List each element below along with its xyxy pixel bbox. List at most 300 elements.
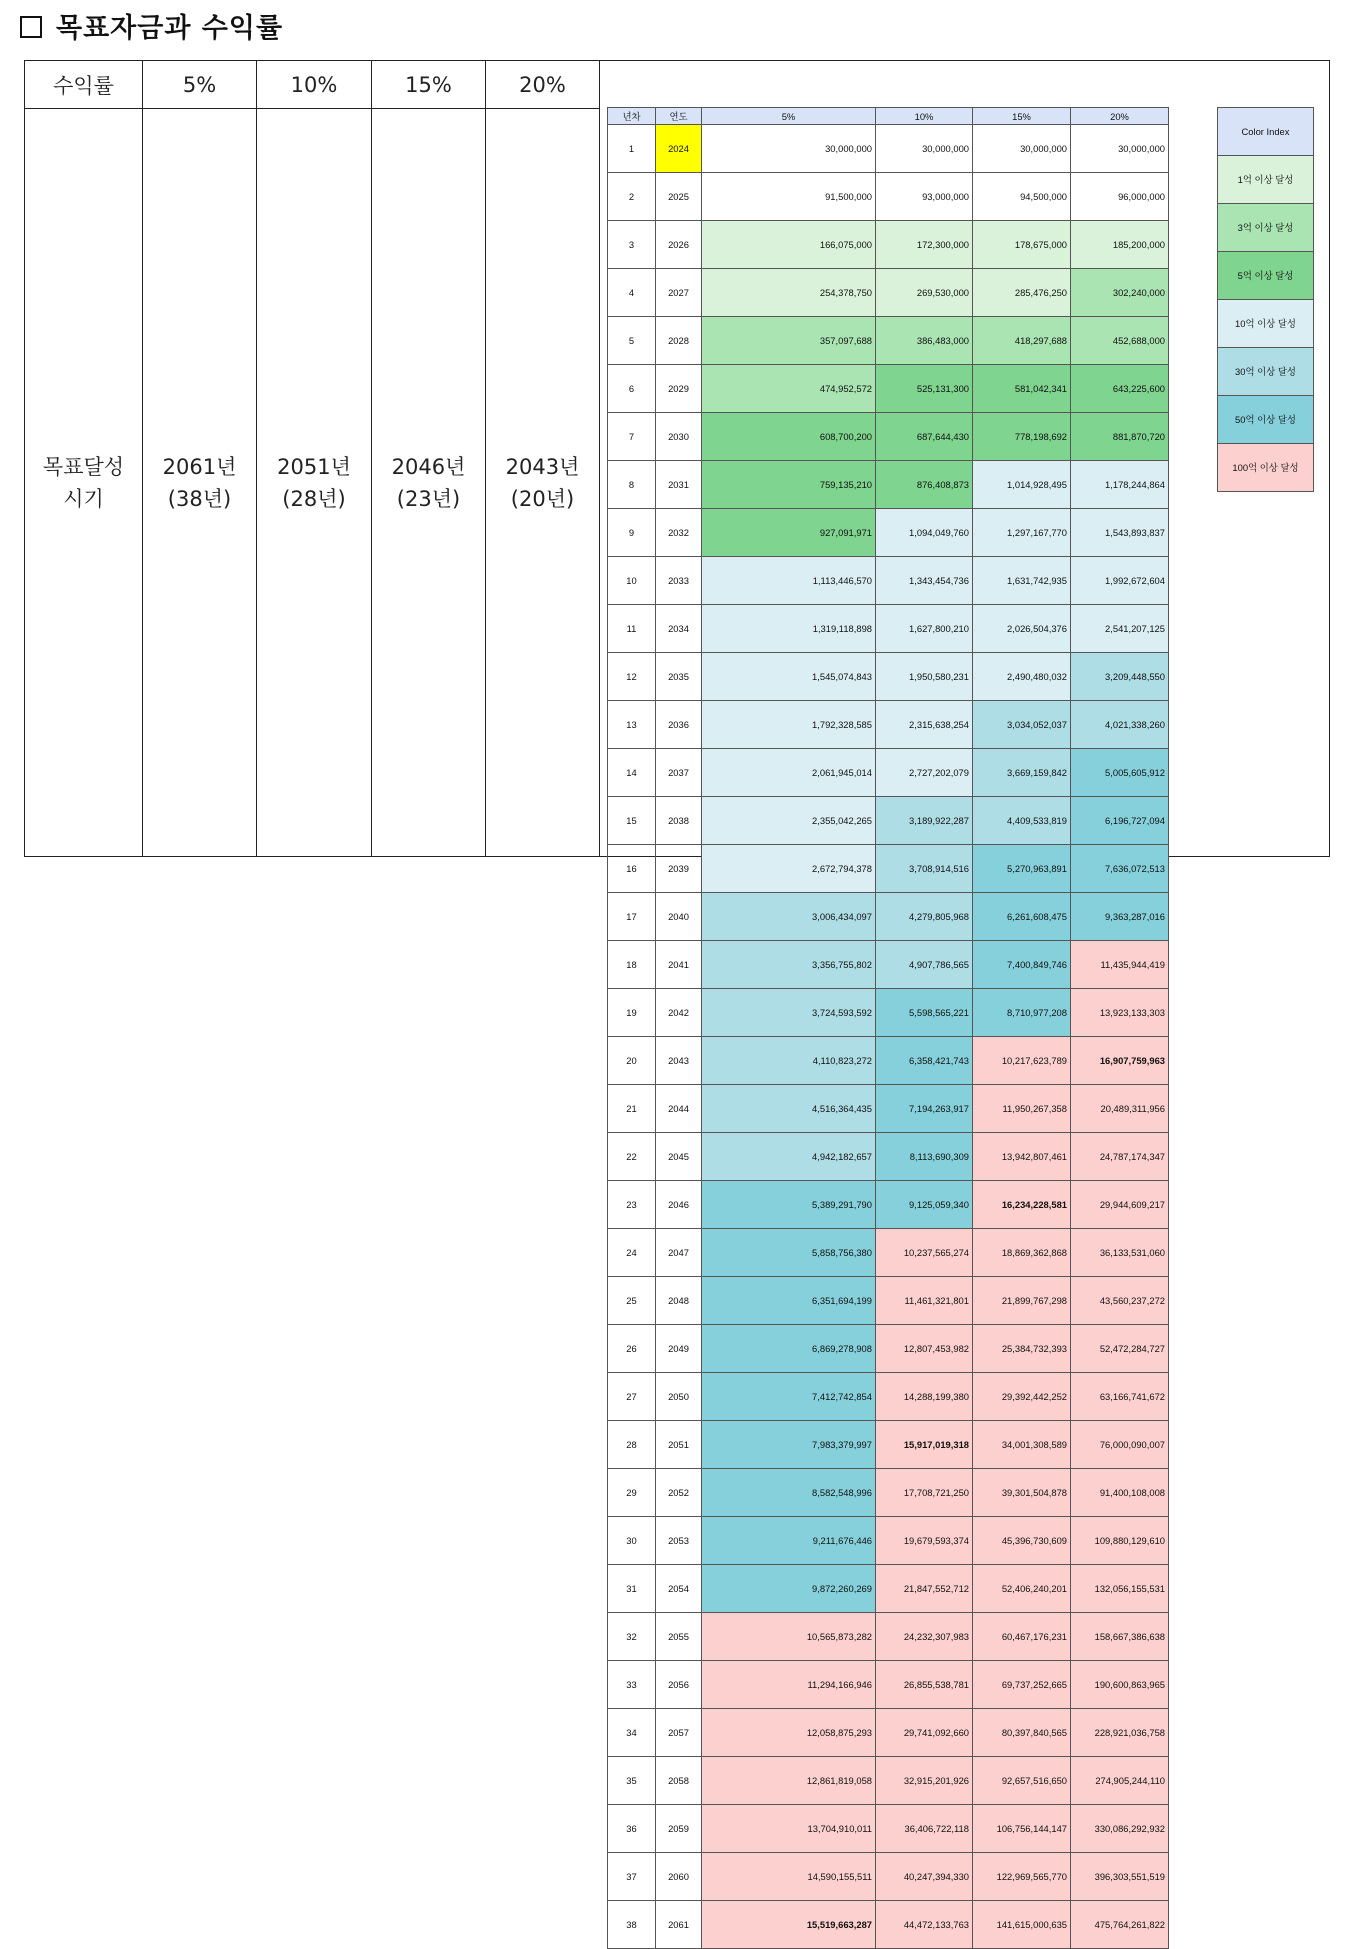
balance-cell: 759,135,210 xyxy=(702,461,876,509)
legend-row xyxy=(1218,156,1314,204)
year-cell: 2039 xyxy=(656,845,702,893)
year-index-cell: 34 xyxy=(608,1709,656,1757)
goal-result-cell xyxy=(143,109,257,857)
table-row xyxy=(608,509,1169,557)
balance-cell: 26,855,538,781 xyxy=(876,1661,973,1709)
balance-cell: 2,541,207,125 xyxy=(1071,605,1169,653)
year-index-cell: 32 xyxy=(608,1613,656,1661)
header-cell: 10% xyxy=(876,108,973,125)
balance-cell: 91,400,108,008 xyxy=(1071,1469,1169,1517)
goal-label-cell xyxy=(25,109,143,857)
balance-cell: 778,198,692 xyxy=(973,413,1071,461)
balance-cell: 14,590,155,511 xyxy=(702,1853,876,1901)
year-index-cell: 11 xyxy=(608,605,656,653)
balance-cell: 3,209,448,550 xyxy=(1071,653,1169,701)
table-row xyxy=(608,605,1169,653)
balance-cell: 158,667,386,638 xyxy=(1071,1613,1169,1661)
table-row xyxy=(608,1085,1169,1133)
table-row xyxy=(608,1229,1169,1277)
balance-cell: 80,397,840,565 xyxy=(973,1709,1071,1757)
year-index-cell: 2 xyxy=(608,173,656,221)
year-cell: 2056 xyxy=(656,1661,702,1709)
table-row xyxy=(608,1469,1169,1517)
balance-cell: 16,234,228,581 xyxy=(973,1181,1071,1229)
year-cell: 2027 xyxy=(656,269,702,317)
balance-cell: 9,211,676,446 xyxy=(702,1517,876,1565)
year-index-cell: 19 xyxy=(608,989,656,1037)
balance-cell: 178,675,000 xyxy=(973,221,1071,269)
goal-label-line1: 목표달성 xyxy=(42,454,125,479)
year-cell: 2045 xyxy=(656,1133,702,1181)
year-cell: 2059 xyxy=(656,1805,702,1853)
table-row xyxy=(608,221,1169,269)
balance-cell: 5,389,291,790 xyxy=(702,1181,876,1229)
balance-cell: 1,627,800,210 xyxy=(876,605,973,653)
balance-cell: 4,279,805,968 xyxy=(876,893,973,941)
legend-row xyxy=(1218,396,1314,444)
goal-result-cell xyxy=(257,109,372,857)
balance-cell: 1,792,328,585 xyxy=(702,701,876,749)
year-cell: 2044 xyxy=(656,1085,702,1133)
balance-cell: 29,392,442,252 xyxy=(973,1373,1071,1421)
table-row xyxy=(608,845,1169,893)
year-cell: 2047 xyxy=(656,1229,702,1277)
balance-cell: 876,408,873 xyxy=(876,461,973,509)
year-index-cell: 30 xyxy=(608,1517,656,1565)
balance-cell: 11,461,321,801 xyxy=(876,1277,973,1325)
balance-cell: 7,400,849,746 xyxy=(973,941,1071,989)
rate-cell: 15% xyxy=(372,61,486,109)
year-index-cell: 26 xyxy=(608,1325,656,1373)
balance-cell: 1,094,049,760 xyxy=(876,509,973,557)
balance-cell: 44,472,133,763 xyxy=(876,1901,973,1949)
balance-cell: 1,319,118,898 xyxy=(702,605,876,653)
legend-row xyxy=(1218,204,1314,252)
balance-cell: 12,807,453,982 xyxy=(876,1325,973,1373)
balance-cell: 21,847,552,712 xyxy=(876,1565,973,1613)
balance-cell: 93,000,000 xyxy=(876,173,973,221)
legend-row xyxy=(1218,348,1314,396)
balance-cell: 91,500,000 xyxy=(702,173,876,221)
year-cell: 2060 xyxy=(656,1853,702,1901)
goal-year: 2051년 xyxy=(277,454,351,479)
goal-span: (28년) xyxy=(282,486,346,511)
year-index-cell: 3 xyxy=(608,221,656,269)
table-row xyxy=(608,1037,1169,1085)
table-row xyxy=(608,1853,1169,1901)
balance-cell: 12,058,875,293 xyxy=(702,1709,876,1757)
balance-cell: 13,942,807,461 xyxy=(973,1133,1071,1181)
balance-cell: 228,921,036,758 xyxy=(1071,1709,1169,1757)
balance-cell: 25,384,732,393 xyxy=(973,1325,1071,1373)
balance-cell: 9,363,287,016 xyxy=(1071,893,1169,941)
year-cell: 2057 xyxy=(656,1709,702,1757)
table-row xyxy=(608,125,1169,173)
balance-cell: 285,476,250 xyxy=(973,269,1071,317)
balance-cell: 1,631,742,935 xyxy=(973,557,1071,605)
header-cell: 15% xyxy=(973,108,1071,125)
year-index-cell: 1 xyxy=(608,125,656,173)
table-row xyxy=(608,269,1169,317)
table-row xyxy=(608,365,1169,413)
year-index-cell: 31 xyxy=(608,1565,656,1613)
year-cell: 2029 xyxy=(656,365,702,413)
balance-cell: 1,113,446,570 xyxy=(702,557,876,605)
balance-cell: 32,915,201,926 xyxy=(876,1757,973,1805)
table-row xyxy=(608,1421,1169,1469)
year-index-cell: 37 xyxy=(608,1853,656,1901)
balance-cell: 9,872,260,269 xyxy=(702,1565,876,1613)
yearly-table-header-row xyxy=(608,108,1169,125)
legend-item: 5억 이상 달성 xyxy=(1218,252,1314,300)
goal-span: (20년) xyxy=(510,486,575,511)
balance-cell: 525,131,300 xyxy=(876,365,973,413)
goal-year: 2061년 xyxy=(162,454,237,479)
balance-cell: 43,560,237,272 xyxy=(1071,1277,1169,1325)
balance-cell: 1,297,167,770 xyxy=(973,509,1071,557)
rate-cell: 20% xyxy=(486,61,600,109)
table-row xyxy=(608,173,1169,221)
balance-cell: 34,001,308,589 xyxy=(973,1421,1071,1469)
balance-cell: 3,669,159,842 xyxy=(973,749,1071,797)
year-index-cell: 17 xyxy=(608,893,656,941)
balance-cell: 185,200,000 xyxy=(1071,221,1169,269)
year-cell: 2025 xyxy=(656,173,702,221)
year-cell: 2026 xyxy=(656,221,702,269)
legend-item: 50억 이상 달성 xyxy=(1218,396,1314,444)
table-row xyxy=(608,1277,1169,1325)
goal-span: (23년) xyxy=(396,486,461,511)
balance-cell: 687,644,430 xyxy=(876,413,973,461)
year-cell: 2030 xyxy=(656,413,702,461)
balance-cell: 36,406,722,118 xyxy=(876,1805,973,1853)
balance-cell: 40,247,394,330 xyxy=(876,1853,973,1901)
year-index-cell: 14 xyxy=(608,749,656,797)
balance-cell: 12,861,819,058 xyxy=(702,1757,876,1805)
table-row xyxy=(608,1517,1169,1565)
year-cell: 2043 xyxy=(656,1037,702,1085)
balance-cell: 357,097,688 xyxy=(702,317,876,365)
year-index-cell: 10 xyxy=(608,557,656,605)
balance-cell: 5,858,756,380 xyxy=(702,1229,876,1277)
year-index-cell: 29 xyxy=(608,1469,656,1517)
balance-cell: 13,704,910,011 xyxy=(702,1805,876,1853)
legend-item: 30억 이상 달성 xyxy=(1218,348,1314,396)
balance-cell: 7,983,379,997 xyxy=(702,1421,876,1469)
table-row xyxy=(608,557,1169,605)
table-row xyxy=(608,1901,1169,1949)
year-cell: 2024 xyxy=(656,125,702,173)
year-cell: 2037 xyxy=(656,749,702,797)
balance-cell: 5,005,605,912 xyxy=(1071,749,1169,797)
header-cell: 년차 xyxy=(608,108,656,125)
legend-row xyxy=(1218,300,1314,348)
balance-cell: 7,636,072,513 xyxy=(1071,845,1169,893)
year-cell: 2041 xyxy=(656,941,702,989)
row-header-cell: 수익률 xyxy=(25,61,143,109)
legend-item: 10억 이상 달성 xyxy=(1218,300,1314,348)
balance-cell: 2,315,638,254 xyxy=(876,701,973,749)
table-row xyxy=(608,1181,1169,1229)
year-cell: 2033 xyxy=(656,557,702,605)
year-cell: 2028 xyxy=(656,317,702,365)
balance-cell: 8,113,690,309 xyxy=(876,1133,973,1181)
balance-cell: 302,240,000 xyxy=(1071,269,1169,317)
year-cell: 2036 xyxy=(656,701,702,749)
year-index-cell: 6 xyxy=(608,365,656,413)
title-text: 목표자금과 수익률 xyxy=(56,13,284,44)
goal-year: 2043년 xyxy=(505,454,580,479)
table-row xyxy=(608,1133,1169,1181)
legend-item: 3억 이상 달성 xyxy=(1218,204,1314,252)
year-cell: 2031 xyxy=(656,461,702,509)
balance-cell: 8,582,548,996 xyxy=(702,1469,876,1517)
year-index-cell: 35 xyxy=(608,1757,656,1805)
balance-cell: 4,409,533,819 xyxy=(973,797,1071,845)
year-index-cell: 7 xyxy=(608,413,656,461)
balance-cell: 4,516,364,435 xyxy=(702,1085,876,1133)
balance-cell: 927,091,971 xyxy=(702,509,876,557)
year-index-cell: 33 xyxy=(608,1661,656,1709)
balance-cell: 10,565,873,282 xyxy=(702,1613,876,1661)
year-cell: 2040 xyxy=(656,893,702,941)
table-row xyxy=(608,989,1169,1037)
table-row xyxy=(608,701,1169,749)
balance-cell: 11,435,944,419 xyxy=(1071,941,1169,989)
balance-cell: 474,952,572 xyxy=(702,365,876,413)
table-row xyxy=(608,1565,1169,1613)
balance-cell: 1,543,893,837 xyxy=(1071,509,1169,557)
year-cell: 2038 xyxy=(656,797,702,845)
balance-cell: 2,490,480,032 xyxy=(973,653,1071,701)
balance-cell: 2,061,945,014 xyxy=(702,749,876,797)
header-cell: 20% xyxy=(1071,108,1169,125)
balance-cell: 6,358,421,743 xyxy=(876,1037,973,1085)
year-index-cell: 9 xyxy=(608,509,656,557)
balance-cell: 274,905,244,110 xyxy=(1071,1757,1169,1805)
balance-cell: 1,992,672,604 xyxy=(1071,557,1169,605)
balance-cell: 190,600,863,965 xyxy=(1071,1661,1169,1709)
balance-cell: 39,301,504,878 xyxy=(973,1469,1071,1517)
balance-cell: 122,969,565,770 xyxy=(973,1853,1071,1901)
balance-cell: 29,944,609,217 xyxy=(1071,1181,1169,1229)
rate-cell: 5% xyxy=(143,61,257,109)
balance-cell: 5,598,565,221 xyxy=(876,989,973,1037)
balance-cell: 5,270,963,891 xyxy=(973,845,1071,893)
table-row xyxy=(608,1661,1169,1709)
balance-cell: 24,232,307,983 xyxy=(876,1613,973,1661)
balance-cell: 76,000,090,007 xyxy=(1071,1421,1169,1469)
balance-cell: 63,166,741,672 xyxy=(1071,1373,1169,1421)
year-index-cell: 4 xyxy=(608,269,656,317)
balance-cell: 3,356,755,802 xyxy=(702,941,876,989)
year-index-cell: 28 xyxy=(608,1421,656,1469)
year-cell: 2042 xyxy=(656,989,702,1037)
year-cell: 2051 xyxy=(656,1421,702,1469)
goal-result-cell xyxy=(486,109,600,857)
balance-cell: 6,351,694,199 xyxy=(702,1277,876,1325)
goal-year: 2046년 xyxy=(391,454,466,479)
table-row xyxy=(608,1709,1169,1757)
balance-cell: 396,303,551,519 xyxy=(1071,1853,1169,1901)
legend-item: 1억 이상 달성 xyxy=(1218,156,1314,204)
balance-cell: 330,086,292,932 xyxy=(1071,1805,1169,1853)
page-title xyxy=(20,6,283,45)
year-cell: 2034 xyxy=(656,605,702,653)
balance-cell: 109,880,129,610 xyxy=(1071,1517,1169,1565)
balance-cell: 94,500,000 xyxy=(973,173,1071,221)
balance-cell: 1,343,454,736 xyxy=(876,557,973,605)
year-index-cell: 36 xyxy=(608,1805,656,1853)
balance-cell: 16,907,759,963 xyxy=(1071,1037,1169,1085)
year-cell: 2058 xyxy=(656,1757,702,1805)
balance-cell: 1,545,074,843 xyxy=(702,653,876,701)
balance-cell: 166,075,000 xyxy=(702,221,876,269)
balance-cell: 3,006,434,097 xyxy=(702,893,876,941)
balance-cell: 4,021,338,260 xyxy=(1071,701,1169,749)
table-row xyxy=(608,749,1169,797)
legend-row xyxy=(1218,444,1314,492)
balance-cell: 8,710,977,208 xyxy=(973,989,1071,1037)
legend-header-row xyxy=(1218,108,1314,156)
balance-cell: 9,125,059,340 xyxy=(876,1181,973,1229)
balance-cell: 30,000,000 xyxy=(973,125,1071,173)
balance-cell: 3,034,052,037 xyxy=(973,701,1071,749)
balance-cell: 13,923,133,303 xyxy=(1071,989,1169,1037)
balance-cell: 69,737,252,665 xyxy=(973,1661,1071,1709)
table-row xyxy=(608,1325,1169,1373)
balance-cell: 3,724,593,592 xyxy=(702,989,876,1037)
balance-cell: 24,787,174,347 xyxy=(1071,1133,1169,1181)
year-index-cell: 22 xyxy=(608,1133,656,1181)
balance-cell: 1,950,580,231 xyxy=(876,653,973,701)
year-cell: 2052 xyxy=(656,1469,702,1517)
balance-cell: 2,026,504,376 xyxy=(973,605,1071,653)
balance-cell: 96,000,000 xyxy=(1071,173,1169,221)
balance-cell: 3,708,914,516 xyxy=(876,845,973,893)
year-index-cell: 21 xyxy=(608,1085,656,1133)
table-row xyxy=(608,653,1169,701)
table-row xyxy=(608,941,1169,989)
balance-cell: 2,727,202,079 xyxy=(876,749,973,797)
balance-cell: 18,869,362,868 xyxy=(973,1229,1071,1277)
table-row xyxy=(608,1805,1169,1853)
year-index-cell: 16 xyxy=(608,845,656,893)
balance-cell: 608,700,200 xyxy=(702,413,876,461)
year-cell: 2048 xyxy=(656,1277,702,1325)
balance-cell: 11,294,166,946 xyxy=(702,1661,876,1709)
year-index-cell: 20 xyxy=(608,1037,656,1085)
balance-cell: 141,615,000,635 xyxy=(973,1901,1071,1949)
year-cell: 2053 xyxy=(656,1517,702,1565)
balance-cell: 386,483,000 xyxy=(876,317,973,365)
goal-result-cell xyxy=(372,109,486,857)
balance-cell: 10,237,565,274 xyxy=(876,1229,973,1277)
rate-cell: 10% xyxy=(257,61,372,109)
balance-cell: 30,000,000 xyxy=(702,125,876,173)
balance-cell: 132,056,155,531 xyxy=(1071,1565,1169,1613)
year-cell: 2055 xyxy=(656,1613,702,1661)
balance-cell: 2,672,794,378 xyxy=(702,845,876,893)
legend-item: 100억 이상 달성 xyxy=(1218,444,1314,492)
table-row xyxy=(608,797,1169,845)
header-cell: 5% xyxy=(702,108,876,125)
balance-cell: 36,133,531,060 xyxy=(1071,1229,1169,1277)
balance-cell: 30,000,000 xyxy=(876,125,973,173)
balance-cell: 1,178,244,864 xyxy=(1071,461,1169,509)
balance-cell: 10,217,623,789 xyxy=(973,1037,1071,1085)
balance-cell: 3,189,922,287 xyxy=(876,797,973,845)
year-index-cell: 18 xyxy=(608,941,656,989)
year-index-cell: 27 xyxy=(608,1373,656,1421)
year-index-cell: 23 xyxy=(608,1181,656,1229)
rate-header-row xyxy=(25,61,1330,109)
table-row xyxy=(608,1757,1169,1805)
balance-cell: 452,688,000 xyxy=(1071,317,1169,365)
balance-cell: 14,288,199,380 xyxy=(876,1373,973,1421)
balance-cell: 1,014,928,495 xyxy=(973,461,1071,509)
balance-cell: 418,297,688 xyxy=(973,317,1071,365)
balance-cell: 6,869,278,908 xyxy=(702,1325,876,1373)
balance-cell: 6,196,727,094 xyxy=(1071,797,1169,845)
year-index-cell: 24 xyxy=(608,1229,656,1277)
year-cell: 2054 xyxy=(656,1565,702,1613)
legend-title: Color Index xyxy=(1218,108,1314,156)
legend-row xyxy=(1218,252,1314,300)
year-cell: 2050 xyxy=(656,1373,702,1421)
balance-cell: 2,355,042,265 xyxy=(702,797,876,845)
table-row xyxy=(608,1613,1169,1661)
balance-cell: 643,225,600 xyxy=(1071,365,1169,413)
year-index-cell: 13 xyxy=(608,701,656,749)
balance-cell: 19,679,593,374 xyxy=(876,1517,973,1565)
balance-cell: 4,110,823,272 xyxy=(702,1037,876,1085)
balance-cell: 4,942,182,657 xyxy=(702,1133,876,1181)
balance-cell: 45,396,730,609 xyxy=(973,1517,1071,1565)
year-index-cell: 8 xyxy=(608,461,656,509)
balance-cell: 4,907,786,565 xyxy=(876,941,973,989)
goal-summary-table xyxy=(24,60,1330,1930)
table-row xyxy=(608,413,1169,461)
year-cell: 2049 xyxy=(656,1325,702,1373)
balance-cell: 60,467,176,231 xyxy=(973,1613,1071,1661)
balance-cell: 475,764,261,822 xyxy=(1071,1901,1169,1949)
checkbox-square-icon xyxy=(20,16,42,38)
balance-cell: 881,870,720 xyxy=(1071,413,1169,461)
balance-cell: 92,657,516,650 xyxy=(973,1757,1071,1805)
balance-cell: 52,472,284,727 xyxy=(1071,1325,1169,1373)
table-row xyxy=(608,1373,1169,1421)
goal-label-line2: 시기 xyxy=(63,486,104,511)
table-row xyxy=(608,893,1169,941)
embedded-sheet-cell xyxy=(600,61,1330,1930)
balance-cell: 172,300,000 xyxy=(876,221,973,269)
balance-cell: 30,000,000 xyxy=(1071,125,1169,173)
balance-cell: 20,489,311,956 xyxy=(1071,1085,1169,1133)
balance-cell: 254,378,750 xyxy=(702,269,876,317)
balance-cell: 7,194,263,917 xyxy=(876,1085,973,1133)
year-index-cell: 25 xyxy=(608,1277,656,1325)
balance-cell: 269,530,000 xyxy=(876,269,973,317)
balance-cell: 21,899,767,298 xyxy=(973,1277,1071,1325)
balance-cell: 581,042,341 xyxy=(973,365,1071,413)
header-cell: 연도 xyxy=(656,108,702,125)
table-row xyxy=(608,317,1169,365)
year-index-cell: 12 xyxy=(608,653,656,701)
year-cell: 2032 xyxy=(656,509,702,557)
balance-cell: 52,406,240,201 xyxy=(973,1565,1071,1613)
balance-cell: 106,756,144,147 xyxy=(973,1805,1071,1853)
